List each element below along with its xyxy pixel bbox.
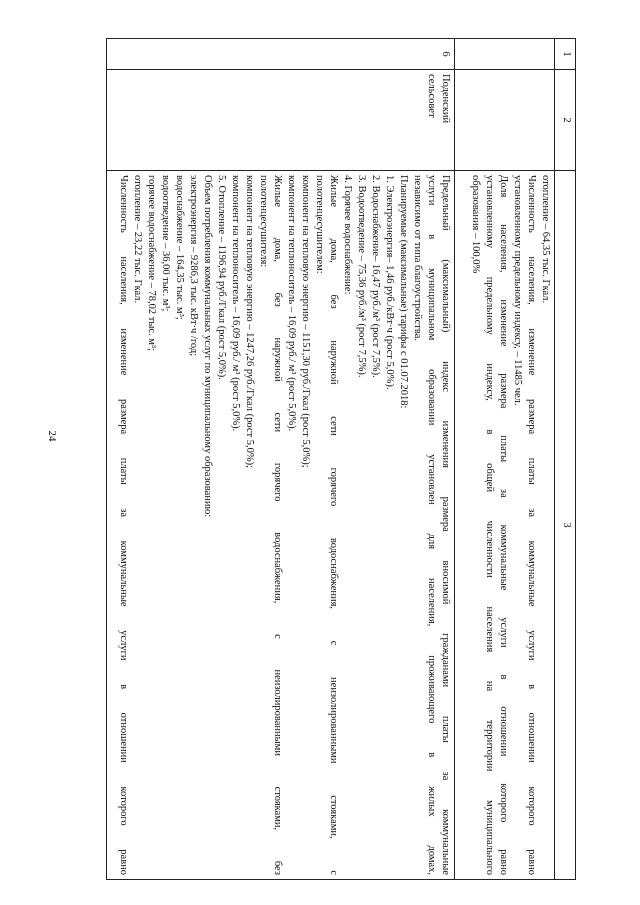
text-line: Доля населения, изменение размера платы за коммунальные услуги в отношении которого равно [498,175,509,875]
cell-description-continuation [455,171,555,880]
header-col-2: 2 [555,70,576,171]
cell-num-empty [455,39,555,70]
page-number: 24 [46,430,58,442]
text-line: отопление – 64,35 тыс. Гкал. [540,175,551,304]
text-line: компонент на тепловую энергию – 1151,30 руб./Гкал (рост 5,0%); [300,175,311,468]
text-line: Жилые дома, без наружной сети горячего водоснабжения, с неизолированными стояками, с [328,175,339,875]
text-line: водоотведение – 36,00 тыс. м³; [160,175,171,312]
text-line: независимо от типа благоустройства. [412,175,423,342]
text-line: Численность населения, изменение размера платы за коммунальные услуги в отношении которого равно [526,175,537,875]
text-line: услуги в муниципальном образовании установлен для населения, проживающего в жилых домах, [426,175,437,875]
text-line: Планируемые (максимальные) тарифы с 01.07.2018: [398,175,409,409]
text-line: Жилые дома, без наружной сети горячего водоснабжения, с неизолированными стояками, без [272,175,283,875]
text-line: 2. Водоснабжение– 16,47 руб./м³ (рост 7,5%). [370,175,381,378]
header-col-1: 1 [555,39,576,70]
header-col-3: 3 [555,171,576,880]
text-line: Предельный (максимальный) индекс изменения размера вносимой гражданами платы за коммунальные [440,175,451,875]
text-line: Численность населения, изменение размера платы за коммунальные услуги в отношении которого равно [118,175,129,875]
text-line: 5. Отопление – 1196,94 руб./Гкал (рост 5,0%). [216,175,227,380]
table-row-6 [107,39,455,880]
municipality-name: Поденский сельсовет [107,70,455,171]
text-line: Объем потребления коммунальных услуг по муниципальному образованию: [202,175,213,518]
tariff-table [106,38,576,880]
text-line: установленному предельному индексу, в общей численности населения на территории муниципального [484,175,495,875]
text-line: компонент на тепловую энергию – 1247,26 руб./Гкал (рост 5,0%); [244,175,255,469]
rotated-page-content [106,38,576,880]
text-line: 3. Водоотведение – 75,36 руб./м³ (рост 7,5%). [356,175,367,378]
table-row-continuation [455,39,555,880]
text-line: 1. Электроэнергия– 1,46 руб./кВт·ч (рост 5,0%). [384,175,395,390]
text-line: полотенцесушителем: [314,175,325,274]
text-line: образования – 100,0% [470,175,481,274]
text-line: компонент на теплоноситель – 16,09 руб./ м³ (рост 5,0%). [286,175,297,432]
text-line: водоснабжение – 164,35 тыс. м³; [174,175,185,320]
text-line: электроэнергия – 9286,3 тыс. кВт·ч /год; [188,175,199,357]
text-line: отопление – 23,22 тыс. Гкал. [132,175,143,304]
cell-description-row6 [107,171,455,880]
text-line: компонент на теплоноситель – 16,09 руб./ м³ (рост 5,0%). [230,175,241,432]
table-header-row [555,39,576,880]
text-line: 4. Горячее водоснабжение: [342,175,353,295]
text-line: полотенцесушителя: [258,175,269,268]
row-number: 6 [107,39,455,70]
cell-name-empty [455,70,555,171]
text-line: установленному предельному индексу, – 11485 чел. [512,175,523,406]
text-line: горячее водоснабжение – 78,02 тыс. м³; [146,175,157,351]
